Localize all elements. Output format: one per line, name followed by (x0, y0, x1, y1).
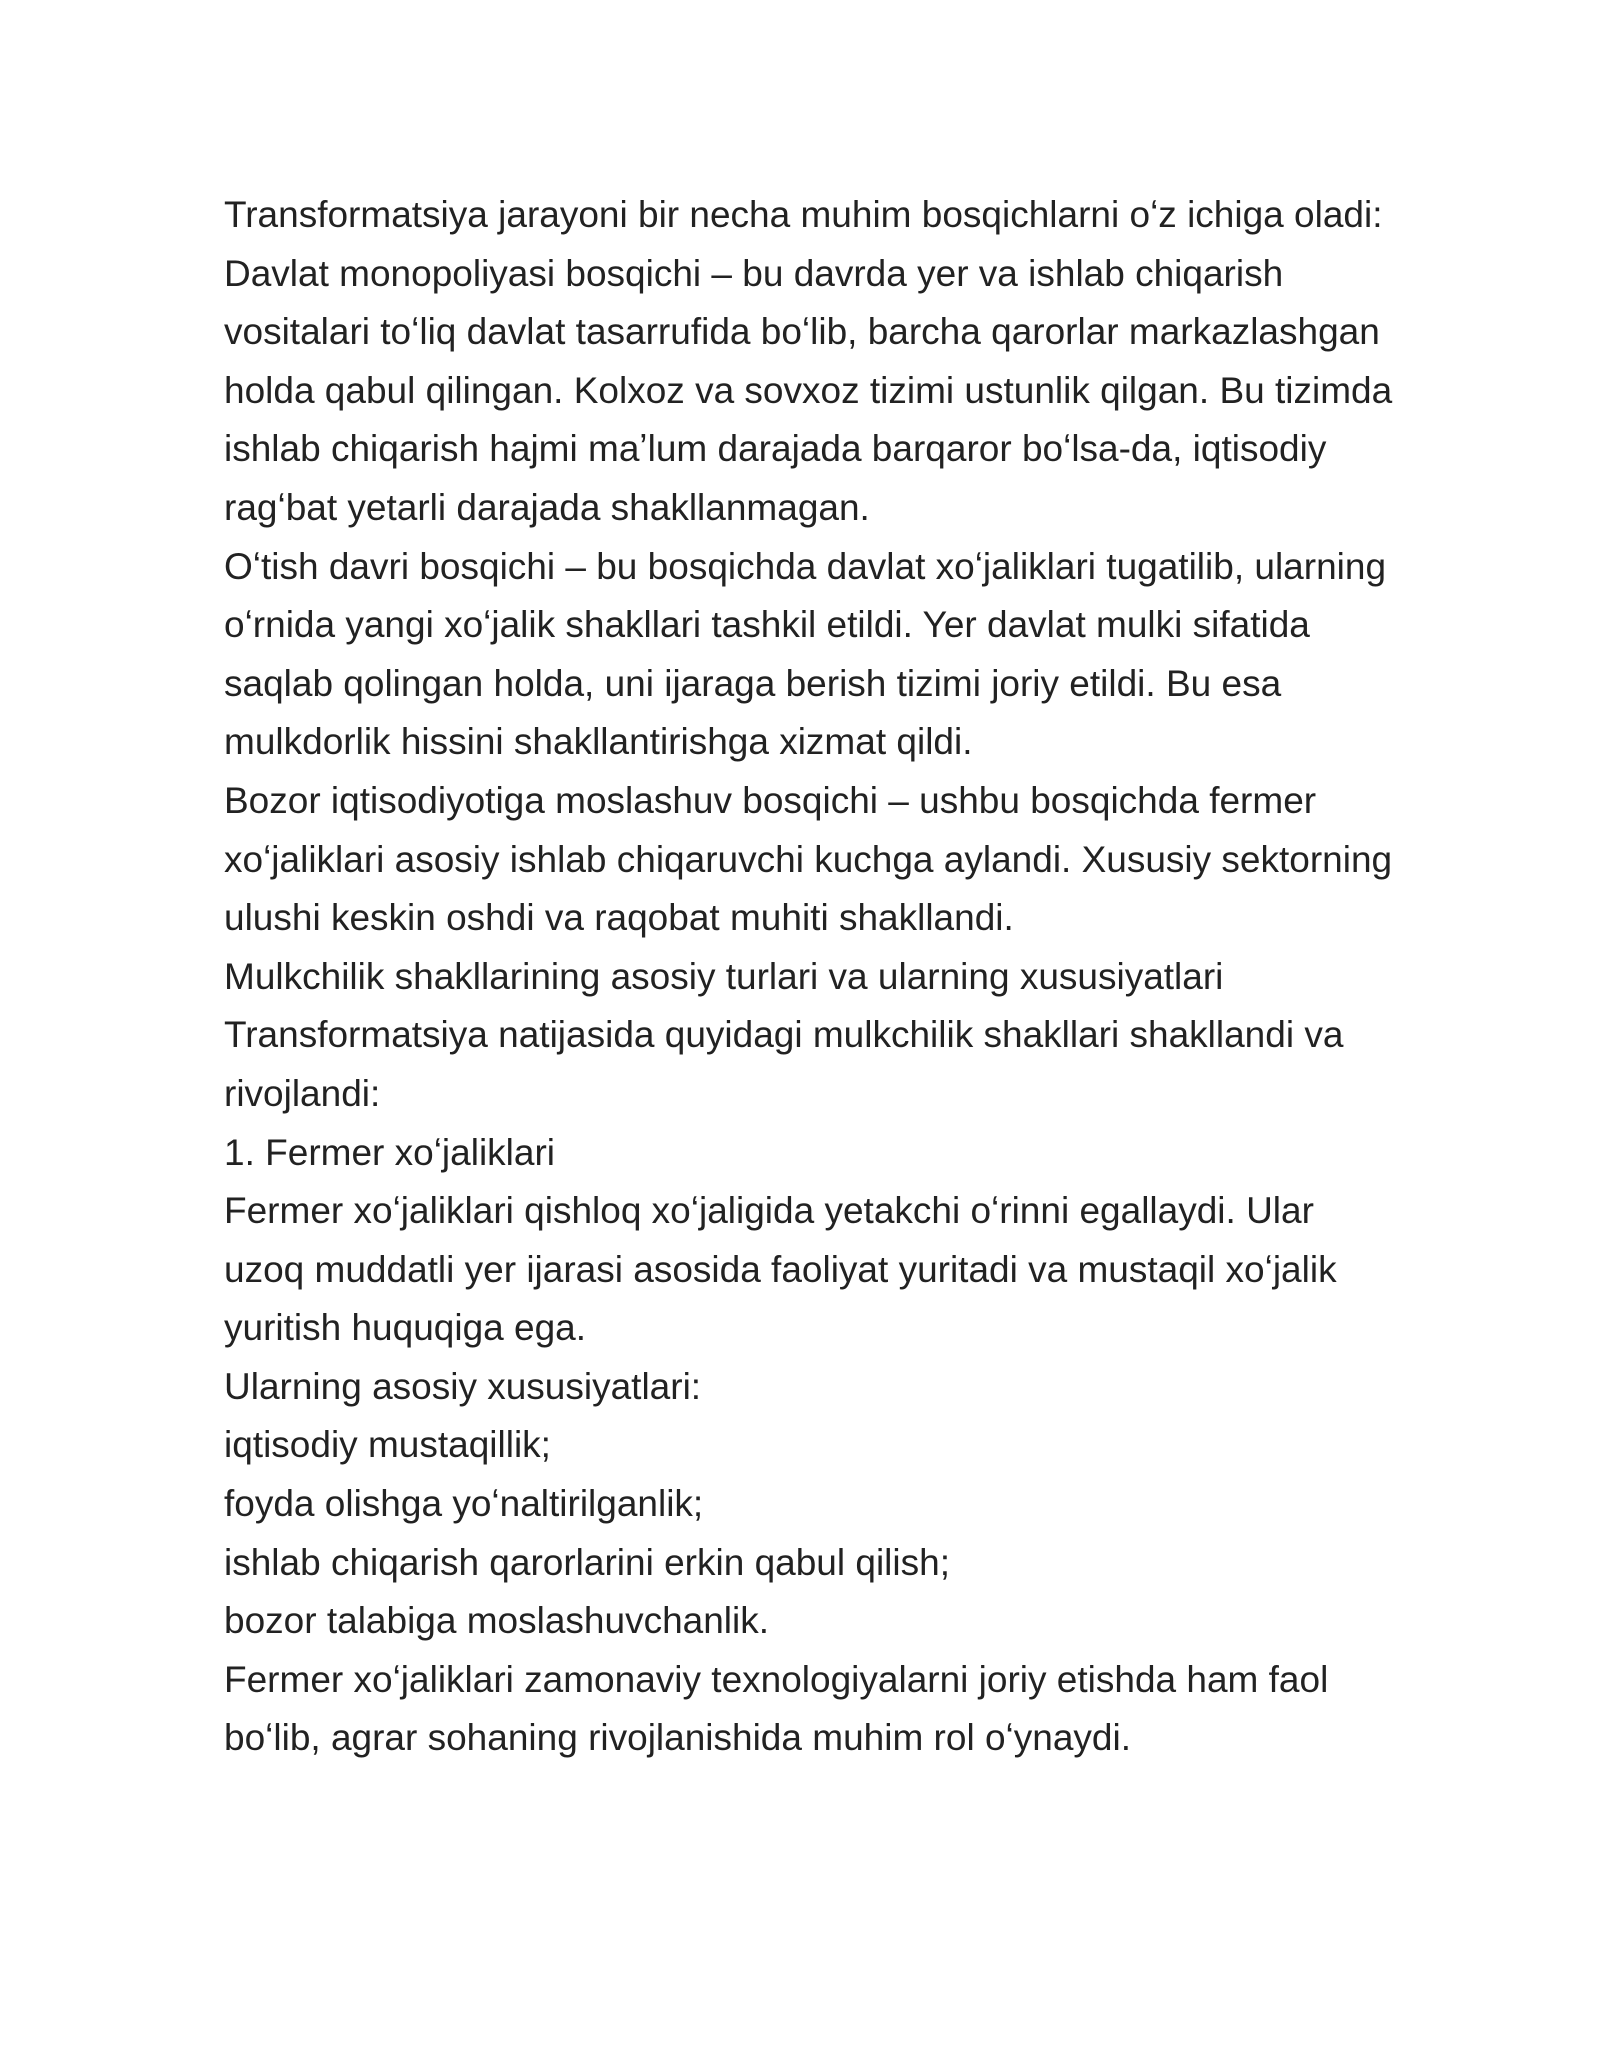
section-heading-ownership-forms: Mulkchilik shakllarining asosiy turlari va ularning xususiyatlari (224, 955, 1224, 997)
document-body (224, 186, 1400, 1768)
paragraph-market-adaptation-stage: Bozor iqtisodiyotiga moslashuv bosqichi – ushbu bosqichda fermer xoʻjaliklari asosiy ishlab chiqaruvchi kuchga aylandi. Xususiy sektorning ulushi keskin oshdi va raqobat muhiti shakllandi. (224, 779, 1393, 939)
list-item: bozor talabiga moslashuvchanlik. (224, 1600, 770, 1642)
paragraph-transformation-result: Transformatsiya natijasida quyidagi mulkchilik shakllari shakllandi va rivojlandi: (224, 1014, 1344, 1114)
paragraph-features-intro: Ularning asosiy xususiyatlari: (224, 1365, 702, 1407)
paragraph-transition-stage: Oʻtish davri bosqichi – bu bosqichda davlat xoʻjaliklari tugatilib, ularning oʻrnida yangi xoʻjalik shakllari tashkil etildi. Yer davlat mulki sifatida saqlab qolingan holda, uni ijaraga berish tizimi joriy etildi. Bu esa mulkdorlik hissini shakllantirishga xizmat qildi. (224, 545, 1387, 763)
paragraph-state-monopoly-stage: Davlat monopoliyasi bosqichi – bu davrda yer va ishlab chiqarish vositalari toʻliq davlat tasarrufida boʻlib, barcha qarorlar markazlashgan holda qabul qilingan. Kolxoz va sovxoz tizimi ustunlik qilgan. Bu tizimda ishlab chiqarish hajmi maʼlum darajada barqaror boʻlsa-da, iqtisodiy ragʻbat yetarli darajada shakllanmagan. (224, 252, 1393, 528)
list-item: foyda olishga yoʻnaltirilganlik; (224, 1483, 704, 1525)
paragraph-farm-enterprises: Fermer xoʻjaliklari qishloq xoʻjaligida yetakchi oʻrinni egallaydi. Ular uzoq muddatli yer ijarasi asosida faoliyat yuritadi va mustaqil xoʻjalik yuritish huquqiga ega. (224, 1190, 1337, 1349)
paragraph-conclusion: Fermer xoʻjaliklari zamonaviy texnologiyalarni joriy etishda ham faol boʻlib, agrar sohaning rivojlanishida muhim rol oʻynaydi. (224, 1658, 1329, 1759)
list-item: iqtisodiy mustaqillik; (224, 1424, 551, 1466)
subheading-farm-enterprises: 1. Fermer xoʻjaliklari (224, 1131, 556, 1173)
paragraph-intro: Transformatsiya jarayoni bir necha muhim bosqichlarni oʻz ichiga oladi: (224, 194, 1383, 235)
list-item: ishlab chiqarish qarorlarini erkin qabul qilish; (224, 1541, 950, 1583)
